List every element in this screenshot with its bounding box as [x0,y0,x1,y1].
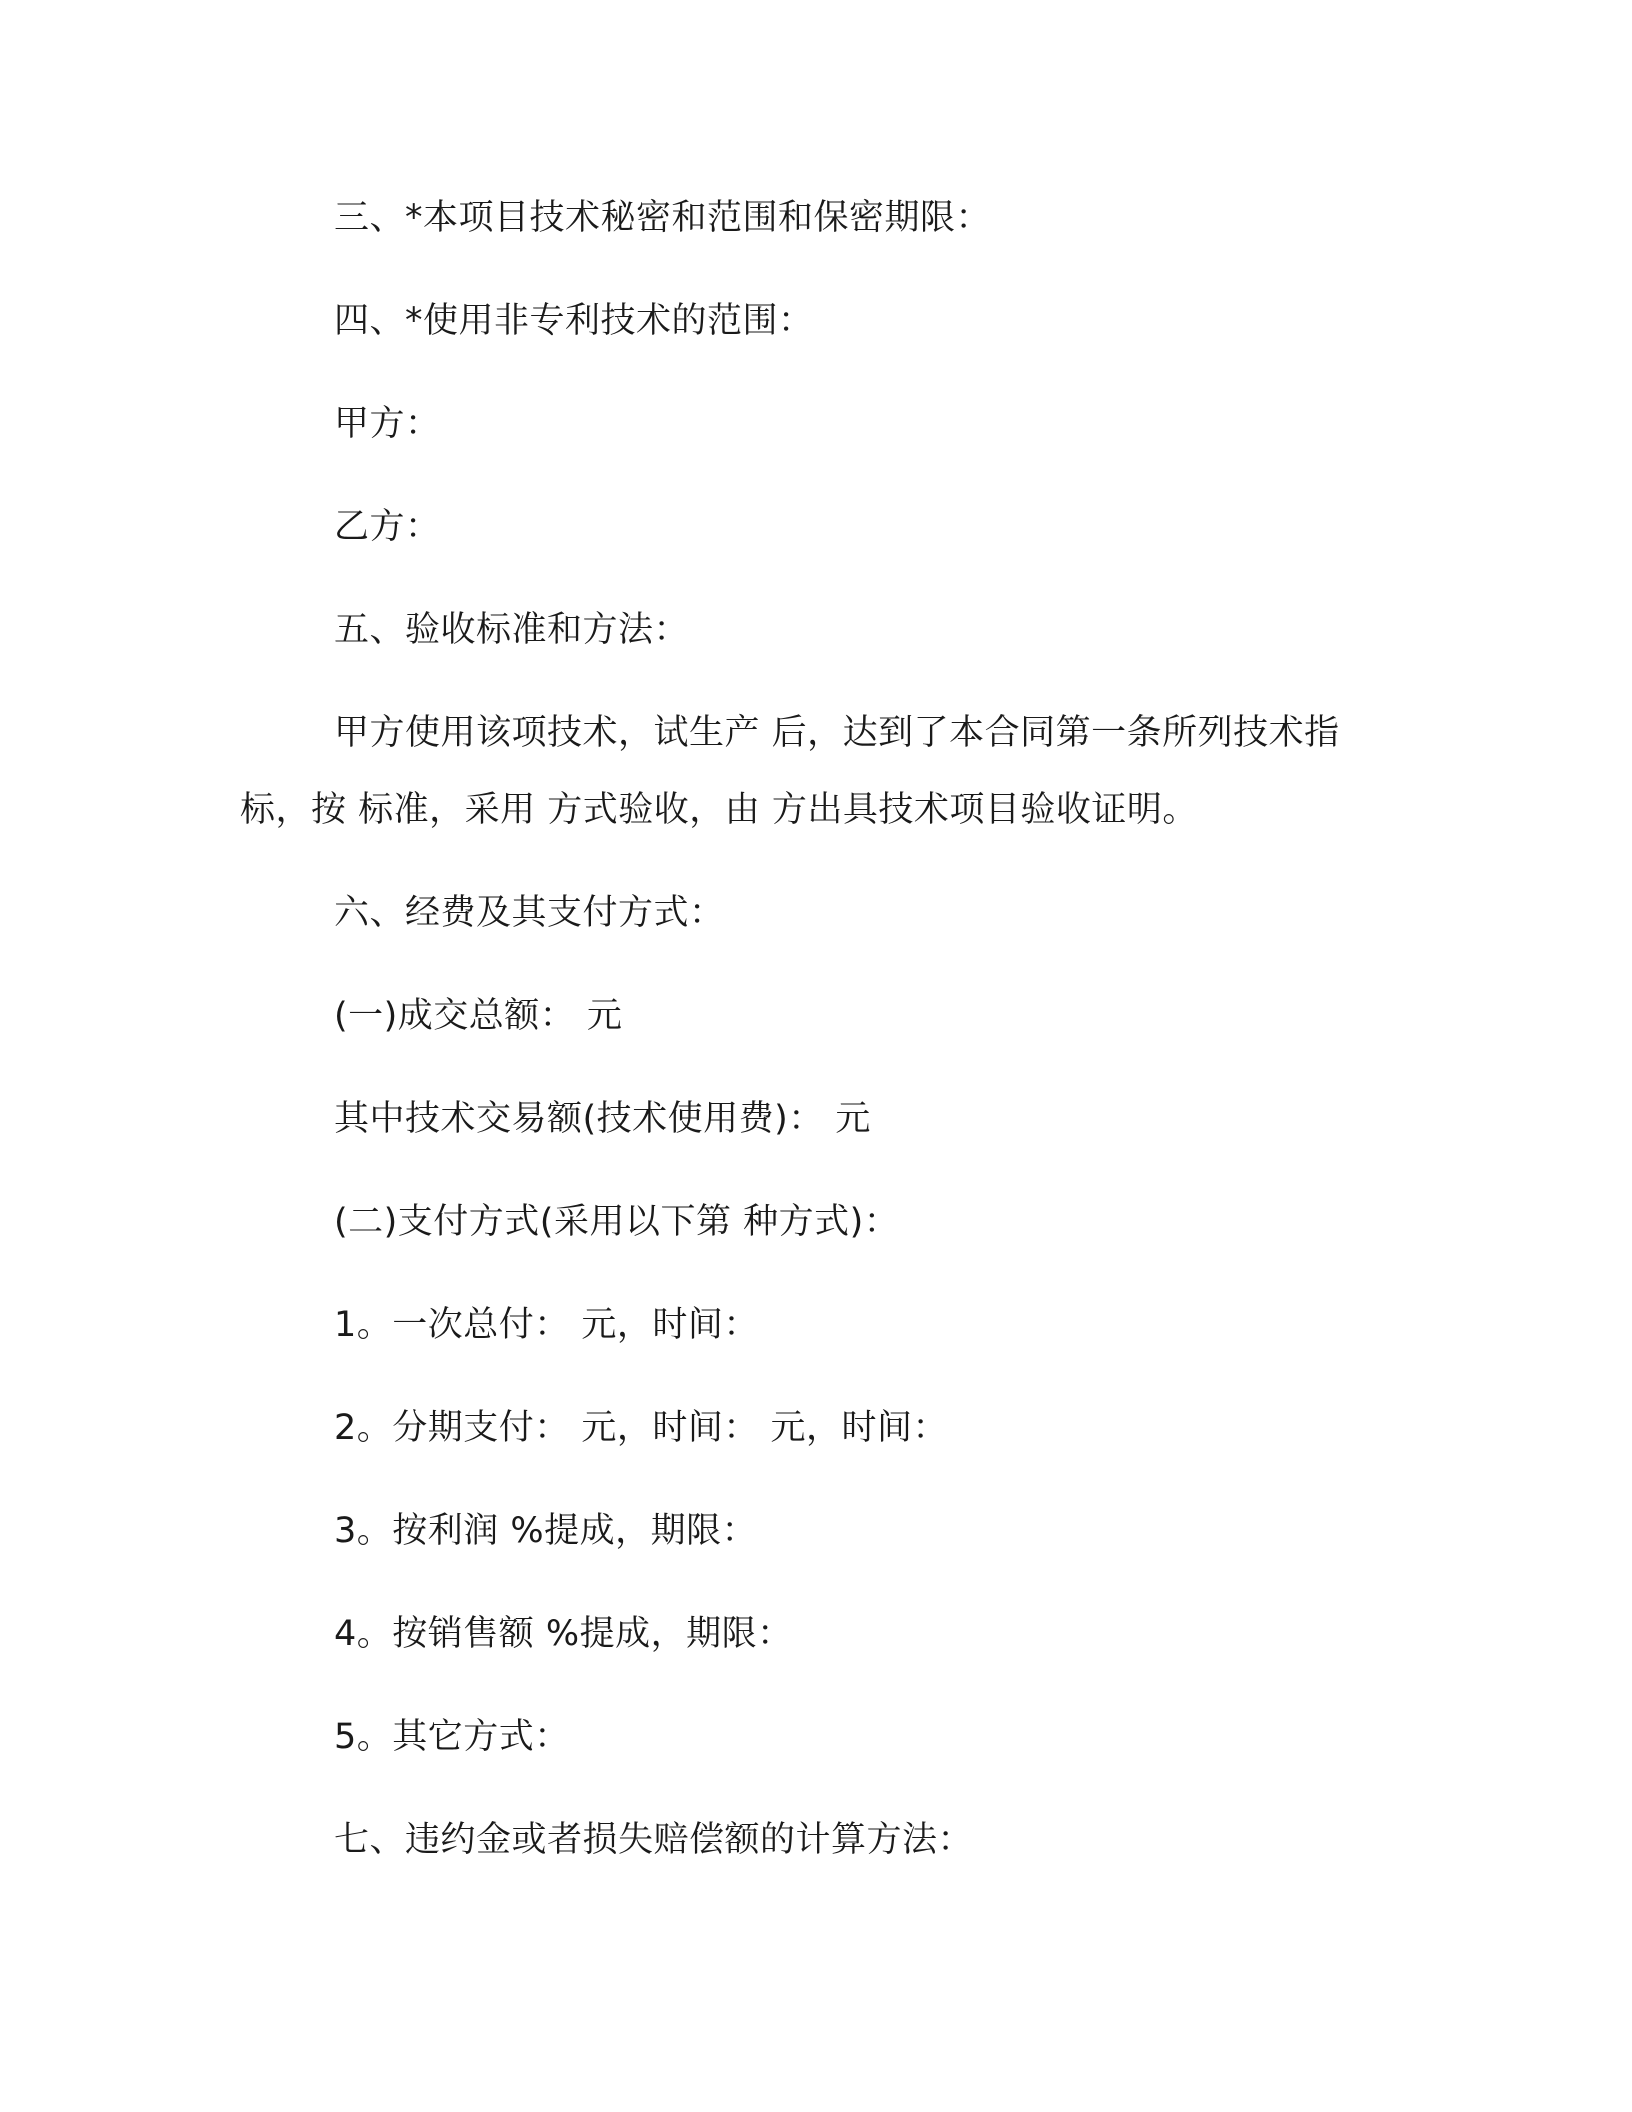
payment-method-line: (二)支付方式(采用以下第 种方式)： [334,1202,900,1242]
payment-option-4: 4。按销售额 %提成，期限： [334,1614,793,1654]
payment-option-2: 2。分期支付： 元，时间： 元，时间： [334,1408,949,1448]
acceptance-paragraph-line-2: 标，按 标准，采用 方式验收，由 方出具技术项目验收证明。 [240,790,1198,830]
payment-option-3: 3。按利润 %提成，期限： [334,1511,758,1551]
payment-option-1: 1。一次总付： 元，时间： [334,1305,759,1345]
party-b-label: 乙方： [334,507,441,547]
section-6-heading: 六、经费及其支付方式： [334,893,725,933]
payment-option-5: 5。其它方式： [334,1717,570,1757]
acceptance-paragraph-line-1: 甲方使用该项技术，试生产 后，达到了本合同第一条所列技术指 [334,713,1340,753]
tech-fee-line: 其中技术交易额(技术使用费)： 元 [334,1099,871,1139]
section-4-heading: 四、*使用非专利技术的范围： [334,301,814,341]
total-amount-line: (一)成交总额： 元 [334,996,623,1036]
section-5-heading: 五、验收标准和方法： [334,610,690,650]
party-a-label: 甲方： [334,404,441,444]
section-7-heading: 七、违约金或者损失赔偿额的计算方法： [334,1820,974,1860]
section-3-heading: 三、*本项目技术秘密和范围和保密期限： [334,198,992,238]
